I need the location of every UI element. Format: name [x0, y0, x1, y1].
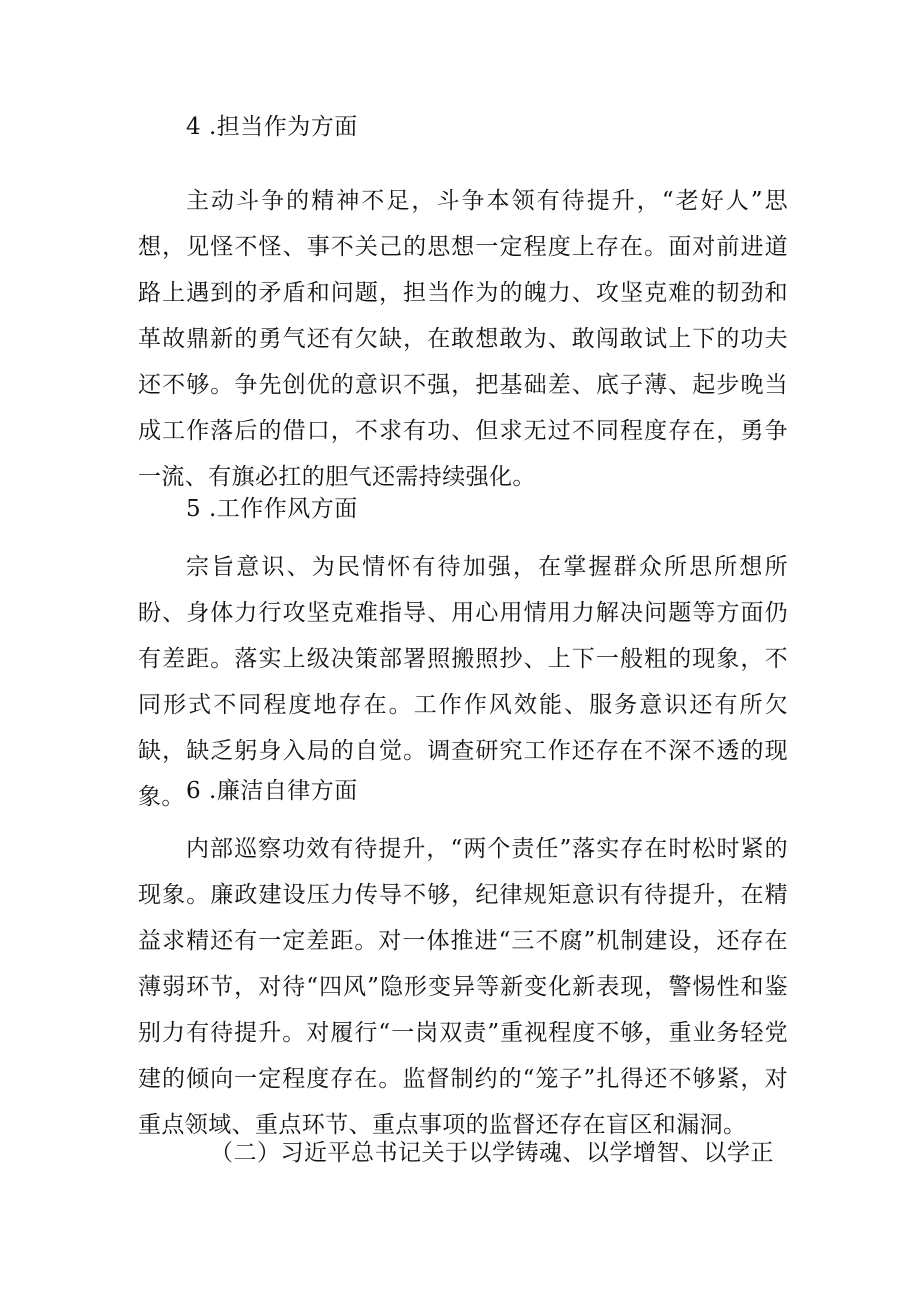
section-heading-4: 4 .担当作为方面: [186, 114, 358, 140]
section-heading-6: 6 .廉洁自律方面: [186, 778, 358, 804]
section-body-6: 内部巡察功效有待提升，“两个责任”落实存在时松时紧的现象。廉政建设压力传导不够，纪律规矩意识有待提升，在精益求精还有一定差距。对一体推进“三不腐”机制建设，还存在薄弱环节，对待“四风”隐形变异等新变化新表现，警惕性和鉴别力有待提升。对履行“一岗双责”重视程度不够，重业务轻党建的倾向一定程度存在。监督制约的“笼子”扎得还不够紧，对重点领域、重点环节、重点事项的监督还存在盲区和漏洞。: [138, 836, 788, 1138]
section-body-4: 主动斗争的精神不足，斗争本领有待提升，“老好人”思想，见怪不怪、事不关己的思想一定程度上存在。面对前进道路上遇到的矛盾和问题，担当作为的魄力、攻坚克难的韧劲和革故鼎新的勇气还有欠缺，在敢想敢为、敢闯敢试上下的功夫还不够。争先创优的意识不强，把基础差、底子薄、起步晚当成工作落后的借口，不求有功、但求无过不同程度存在，勇争一流、有旗必扛的胆气还需持续强化。: [138, 188, 788, 490]
section-body-5: 宗旨意识、为民情怀有待加强，在掌握群众所思所想所盼、身体力行攻坚克难指导、用心用情用力解决问题等方面仍有差距。落实上级决策部署照搬照抄、上下一般粗的现象，不同形式不同程度地存在。工作作风效能、服务意识还有所欠缺，缺乏躬身入局的自觉。调查研究工作还存在不深不透的现象。: [138, 554, 788, 810]
section-heading-5: 5 .工作作风方面: [186, 496, 358, 522]
subsection-heading: （二）习近平总书记关于以学铸魂、以学增智、以学正: [210, 1140, 774, 1166]
